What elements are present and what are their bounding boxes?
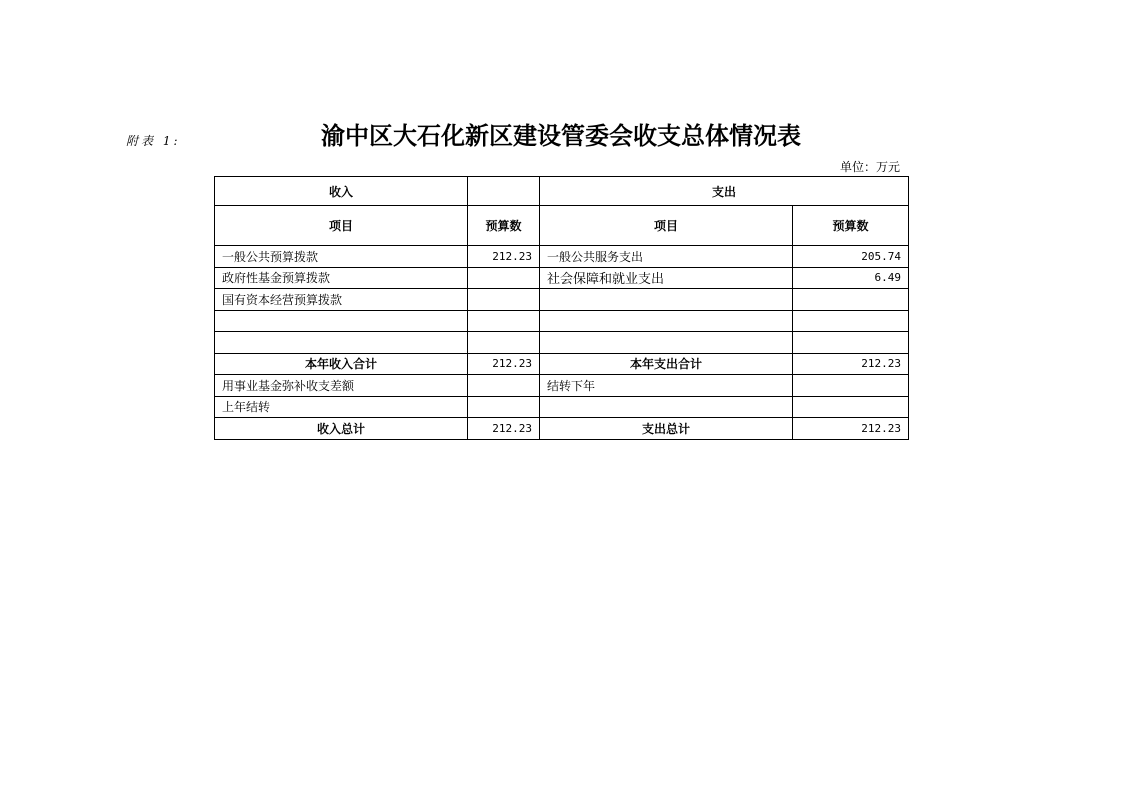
income-header: 收入 <box>215 177 468 206</box>
expense-grand-total-label: 支出总计 <box>540 418 793 440</box>
expense-amount <box>793 375 909 397</box>
unit-label: 单位：万元 <box>839 160 900 174</box>
income-item <box>215 310 468 332</box>
income-item: 上年结转 <box>215 396 468 418</box>
table-row <box>215 332 909 354</box>
table-row <box>215 289 909 311</box>
income-item <box>215 332 468 354</box>
income-amount <box>468 332 540 354</box>
expense-item <box>540 310 793 332</box>
expense-item <box>540 332 793 354</box>
table-row <box>215 246 909 268</box>
expense-item: 一般公共服务支出 <box>540 246 793 268</box>
expense-amount: 6.49 <box>793 267 909 289</box>
expense-item <box>540 396 793 418</box>
income-amount <box>468 396 540 418</box>
expense-amount <box>793 332 909 354</box>
table-subheader-row <box>215 206 909 246</box>
expense-annual-total-amount: 212.23 <box>793 353 909 375</box>
income-grand-total-amount: 212.23 <box>468 418 540 440</box>
income-item: 一般公共预算拨款 <box>215 246 468 268</box>
table-row-grand-total <box>215 418 909 440</box>
table-row <box>215 396 909 418</box>
empty-header-cell <box>468 177 540 206</box>
income-amount <box>468 267 540 289</box>
income-item: 政府性基金预算拨款 <box>215 267 468 289</box>
income-amount: 212.23 <box>468 246 540 268</box>
income-budget-header: 预算数 <box>468 206 540 246</box>
table-row-annual-total <box>215 353 909 375</box>
expense-item-header: 项目 <box>540 206 793 246</box>
income-amount <box>468 375 540 397</box>
table-row <box>215 267 909 289</box>
expense-grand-total-amount: 212.23 <box>793 418 909 440</box>
expense-item: 结转下年 <box>540 375 793 397</box>
page-title: 渝中区大石化新区建设管委会收支总体情况表 <box>321 122 801 150</box>
expense-amount <box>793 310 909 332</box>
income-annual-total-amount: 212.23 <box>468 353 540 375</box>
expense-amount <box>793 289 909 311</box>
table-header-row <box>215 177 909 206</box>
table-row <box>215 310 909 332</box>
expense-item: 社会保障和就业支出 <box>540 267 793 289</box>
expense-header: 支出 <box>540 177 909 206</box>
income-item-header: 项目 <box>215 206 468 246</box>
budget-table <box>214 176 909 440</box>
income-grand-total-label: 收入总计 <box>215 418 468 440</box>
expense-amount: 205.74 <box>793 246 909 268</box>
income-item: 国有资本经营预算拨款 <box>215 289 468 311</box>
table-row <box>215 375 909 397</box>
income-amount <box>468 289 540 311</box>
expense-amount <box>793 396 909 418</box>
income-item: 用事业基金弥补收支差额 <box>215 375 468 397</box>
expense-item <box>540 289 793 311</box>
attachment-label: 附表 1: <box>126 134 181 148</box>
expense-budget-header: 预算数 <box>793 206 909 246</box>
expense-annual-total-label: 本年支出合计 <box>540 353 793 375</box>
income-amount <box>468 310 540 332</box>
income-annual-total-label: 本年收入合计 <box>215 353 468 375</box>
